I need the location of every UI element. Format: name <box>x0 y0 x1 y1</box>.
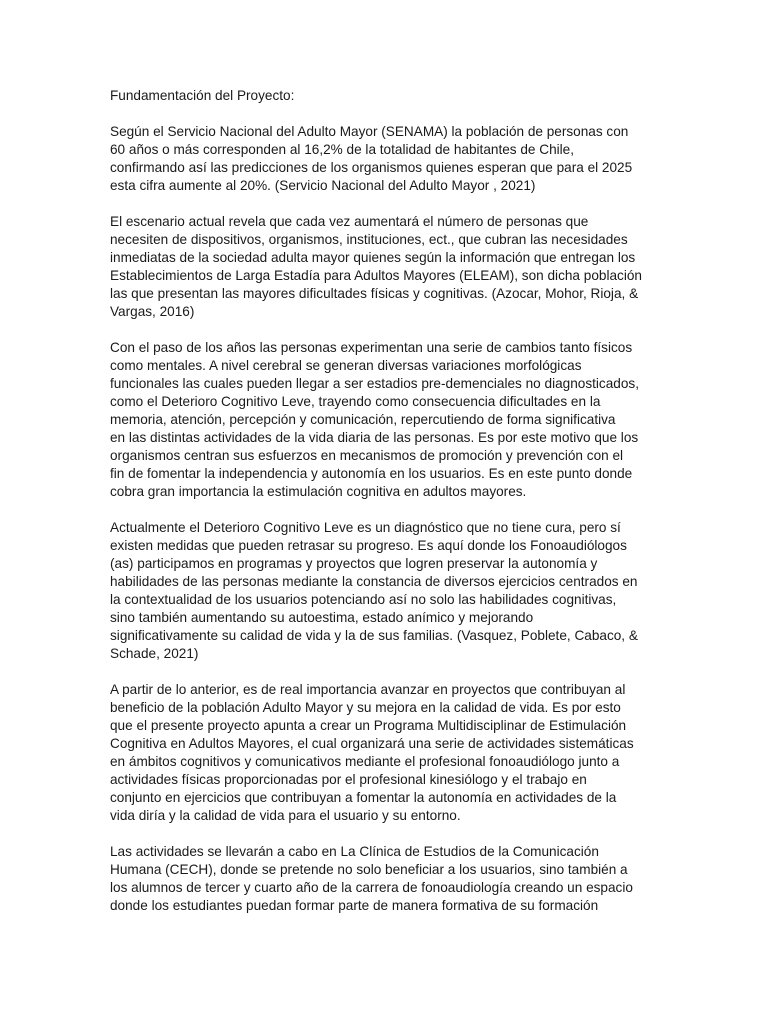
text-line: significativamente su calidad de vida y la de sus familias. (Vasquez, Poblete, Cabaco, & <box>110 628 638 643</box>
text-line: existen medidas que pueden retrasar su progreso. Es aquí donde los Fonoaudiólogos <box>110 538 627 553</box>
text-line: memoria, atención, percepción y comunicación, repercutiendo de forma significativa <box>110 412 616 427</box>
paragraph <box>110 843 698 915</box>
text-line: Con el paso de los años las personas experimentan una serie de cambios tanto físicos <box>110 340 633 355</box>
text-line: actividades físicas proporcionadas por el profesional kinesiólogo y el trabajo en <box>110 772 587 787</box>
text-line: Vargas, 2016) <box>110 304 195 319</box>
text-line: (as) participamos en programas y proyectos que logren preservar la autonomía y <box>110 556 598 571</box>
text-line: A partir de lo anterior, es de real importancia avanzar en proyectos que contribuyan al <box>110 682 626 697</box>
text-line: Actualmente el Deterioro Cognitivo Leve es un diagnóstico que no tiene cura, pero sí <box>110 520 621 535</box>
text-line: cobra gran importancia la estimulación cognitiva en adultos mayores. <box>110 484 527 499</box>
text-line: Schade, 2021) <box>110 646 199 661</box>
text-line: fin de fomentar la independencia y autonomía en los usuarios. Es en este punto donde <box>110 466 633 481</box>
text-line: Cognitiva en Adultos Mayores, el cual organizará una serie de actividades sistemáticas <box>110 736 634 751</box>
text-line: Humana (CECH), donde se pretende no solo beneficiar a los usuarios, sino también a <box>110 862 628 877</box>
text-line: beneficio de la población Adulto Mayor y su mejora en la calidad de vida. Es por esto <box>110 700 621 715</box>
text-line: en las distintas actividades de la vida diaria de las personas. Es por este motivo que los <box>110 430 639 445</box>
text-line: en ámbitos cognitivos y comunicativos mediante el profesional fonoaudiólogo junto a <box>110 754 620 769</box>
text-line: los alumnos de tercer y cuarto año de la carrera de fonoaudiología creando un espacio <box>110 880 633 895</box>
section-heading: Fundamentación del Proyecto: <box>110 88 295 103</box>
text-line: 60 años o más corresponden al 16,2% de la totalidad de habitantes de Chile, <box>110 142 575 157</box>
text-line: la contextualidad de los usuarios potenciando así no solo las habilidades cognitivas, <box>110 592 617 607</box>
text-line: organismos centran sus esfuerzos en mecanismos de promoción y prevención con el <box>110 448 624 463</box>
text-line: inmediatas de la sociedad adulta mayor quienes según la información que entregan los <box>110 250 636 265</box>
paragraph <box>110 123 698 195</box>
text-line: Según el Servicio Nacional del Adulto Mayor (SENAMA) la población de personas con <box>110 124 629 139</box>
text-line: las que presentan las mayores dificultades físicas y cognitivas. (Azocar, Mohor, Rioja, & <box>110 286 639 301</box>
text-line: que el presente proyecto apunta a crear un Programa Multidisciplinar de Estimulación <box>110 718 627 733</box>
text-line: El escenario actual revela que cada vez aumentará el número de personas que <box>110 214 589 229</box>
text-line: vida diría y la calidad de vida para el usuario y su entorno. <box>110 808 461 823</box>
text-line: como el Deterioro Cognitivo Leve, trayendo como consecuencia dificultades en la <box>110 394 601 409</box>
text-line: Establecimientos de Larga Estadía para Adultos Mayores (ELEAM), son dicha población <box>110 268 642 283</box>
text-line: confirmando así las predicciones de los organismos quienes esperan que para el 2025 <box>110 160 633 175</box>
paragraph <box>110 339 698 501</box>
text-line: donde los estudiantes puedan formar parte de manera formativa de su formación <box>110 898 599 913</box>
text-line: habilidades de las personas mediante la constancia de diversos ejercicios centrados en <box>110 574 638 589</box>
text-line: como mentales. A nivel cerebral se generan diversas variaciones morfológicas <box>110 358 582 373</box>
paragraph-list <box>110 123 698 915</box>
text-line: funcionales las cuales pueden llegar a ser estadios pre-demenciales no diagnosticados, <box>110 376 639 391</box>
text-line: conjunto en ejercicios que contribuyan a fomentar la autonomía en actividades de la <box>110 790 617 805</box>
text-line: sino también aumentando su autoestima, estado anímico y mejorando <box>110 610 534 625</box>
paragraph <box>110 213 698 321</box>
text-line: esta cifra aumente al 20%. (Servicio Nacional del Adulto Mayor , 2021) <box>110 178 536 193</box>
text-line: necesiten de dispositivos, organismos, instituciones, ect., que cubran las necesidades <box>110 232 628 247</box>
paragraph <box>110 519 698 663</box>
paragraph <box>110 681 698 825</box>
text-line: Las actividades se llevarán a cabo en La Clínica de Estudios de la Comunicación <box>110 844 599 859</box>
